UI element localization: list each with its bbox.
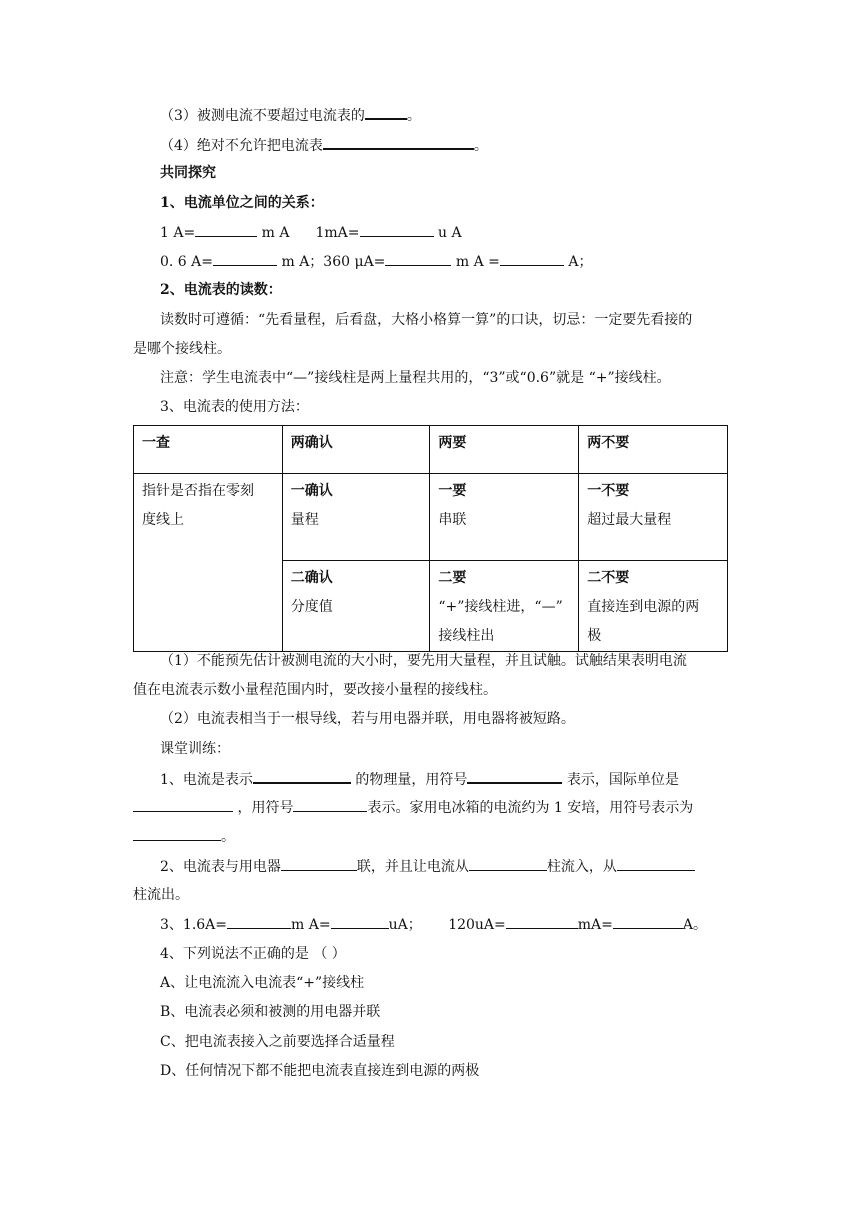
cell-text: 极 — [587, 628, 602, 644]
confirm-cell — [282, 474, 430, 561]
punct: 。 — [406, 108, 421, 124]
blank[interactable] — [331, 914, 389, 929]
cell-text: 度线上 — [142, 512, 184, 528]
text: m A；360 μA= — [281, 254, 386, 270]
blank[interactable] — [227, 914, 291, 929]
text: m A= — [291, 917, 331, 933]
section-title-explore: 共同探究 — [160, 165, 216, 181]
blank[interactable] — [617, 856, 695, 871]
question-1 — [160, 768, 679, 790]
conversion-line-2 — [160, 251, 592, 272]
text: 0. 6 A= — [160, 254, 214, 270]
text: ，用符号 — [237, 800, 294, 816]
question-2 — [160, 856, 695, 877]
text: 。 — [221, 829, 235, 845]
cell-text: 分度值 — [290, 599, 333, 615]
text: A。 — [682, 917, 708, 933]
text: u A — [437, 225, 462, 241]
option-c[interactable]: C、把电流表接入之前要选择合适量程 — [160, 1034, 395, 1050]
cell-text: 接线柱出 — [438, 628, 495, 644]
section-title-usage: 3、电流表的使用方法： — [160, 399, 309, 415]
blank[interactable] — [213, 251, 277, 266]
mustnot-cell — [579, 474, 728, 561]
text: 联，并且让电流从 — [356, 859, 469, 875]
text: 表示。家用电冰箱的电流约为 1 安培，用符号表示为 — [367, 800, 694, 816]
question-2-cont: 柱流出。 — [133, 887, 189, 903]
must-cell — [430, 474, 579, 561]
text: uA； — [388, 917, 422, 933]
item-4-text: （4）绝对不允许把电流表 — [160, 138, 323, 154]
table-header: 两确认 — [282, 426, 430, 474]
cell-text: 指针是否指在零刻 — [142, 483, 254, 499]
blank[interactable] — [133, 826, 221, 841]
blank[interactable] — [613, 914, 683, 929]
text: m A — [261, 225, 290, 241]
blank[interactable] — [506, 914, 578, 929]
blank[interactable] — [469, 856, 547, 871]
option-b[interactable]: B、电流表必须和被测的用电器并联 — [160, 1004, 381, 1020]
text: m A = — [455, 254, 500, 270]
blank[interactable] — [293, 797, 367, 812]
item-3 — [160, 104, 421, 126]
blank[interactable] — [133, 797, 233, 812]
mustnot-cell — [579, 561, 728, 652]
table-header: 一查 — [134, 426, 283, 474]
table-header: 两要 — [430, 426, 579, 474]
tip-1-cont: 值在电流表示数小量程范围内时，要改接小量程的接线柱。 — [133, 682, 497, 698]
text: 柱流入，从 — [546, 859, 617, 875]
blank[interactable] — [195, 222, 257, 237]
option-a[interactable]: A、让电流流入电流表“+”接线柱 — [160, 975, 365, 991]
usage-table — [133, 425, 728, 652]
section-title-reading: 2、电流表的读数： — [160, 282, 282, 298]
cell-title: 一不要 — [587, 483, 630, 499]
text: 120uA= — [448, 917, 506, 933]
note-paragraph: 注意：学生电流表中“—”接线柱是两上量程共用的，“3”或“0.6”就是 “+”接线柱。 — [160, 370, 671, 386]
conversion-line-1 — [160, 222, 462, 243]
text: 2、电流表与用电器 — [160, 859, 281, 875]
tip-1: （1）不能预先估计被测电流的大小时，要先用大量程，并且试触。试触结果表明电流 — [160, 653, 687, 669]
question-4: 4、下列说法不正确的是 （ ） — [160, 946, 346, 962]
punct: 。 — [473, 138, 488, 154]
reading-paragraph: 读数时可遵循：“先看量程，后看盘，大格小格算一算”的口诀，切忌：一定要先看接的 — [160, 312, 693, 328]
text: 1mA= — [315, 225, 360, 241]
cell-text: 串联 — [438, 512, 467, 528]
text: 1、电流是表示 — [160, 772, 253, 788]
cell-title: 一要 — [438, 483, 467, 499]
question-1-cont2 — [133, 826, 235, 847]
blank[interactable] — [253, 768, 351, 784]
option-d[interactable]: D、任何情况下都不能把电流表直接连到电源的两极 — [160, 1063, 480, 1079]
blank[interactable] — [360, 222, 434, 237]
blank[interactable] — [467, 768, 562, 784]
reading-paragraph-cont: 是哪个接线柱。 — [133, 341, 231, 357]
cell-title: 二要 — [438, 570, 467, 586]
blank[interactable] — [281, 856, 357, 871]
text: 1 A= — [160, 225, 196, 241]
cell-text: “+”接线柱进，“—” — [438, 599, 563, 615]
text: 3、1.6A= — [160, 917, 228, 933]
blank[interactable] — [385, 251, 451, 266]
practice-title: 课堂训练： — [160, 741, 230, 757]
question-3 — [160, 914, 707, 935]
blank[interactable] — [365, 104, 407, 120]
section-title-units: 1、电流单位之间的关系： — [160, 195, 324, 211]
item-3-text: （3）被测电流不要超过电流表的 — [160, 108, 365, 124]
tip-2: （2）电流表相当于一根导线，若与用电器并联，用电器将被短路。 — [160, 711, 575, 727]
item-4 — [160, 134, 488, 156]
cell-title: 二确认 — [290, 570, 333, 586]
check-cell — [134, 474, 283, 652]
table-header: 两不要 — [579, 426, 728, 474]
must-cell — [430, 561, 579, 652]
question-1-cont — [133, 797, 693, 818]
text: mA= — [577, 917, 613, 933]
cell-text: 超过最大量程 — [587, 512, 672, 528]
text: 的物理量，用符号 — [355, 772, 468, 788]
cell-title: 一确认 — [290, 483, 333, 499]
text: 表示，国际单位是 — [566, 772, 679, 788]
cell-text: 量程 — [290, 512, 319, 528]
blank[interactable] — [500, 251, 564, 266]
text: A； — [568, 254, 593, 270]
cell-text: 直接连到电源的两 — [587, 599, 700, 615]
table-row — [134, 474, 728, 561]
confirm-cell — [282, 561, 430, 652]
table-header-row — [134, 426, 728, 474]
cell-title: 二不要 — [587, 570, 630, 586]
blank[interactable] — [323, 134, 474, 150]
